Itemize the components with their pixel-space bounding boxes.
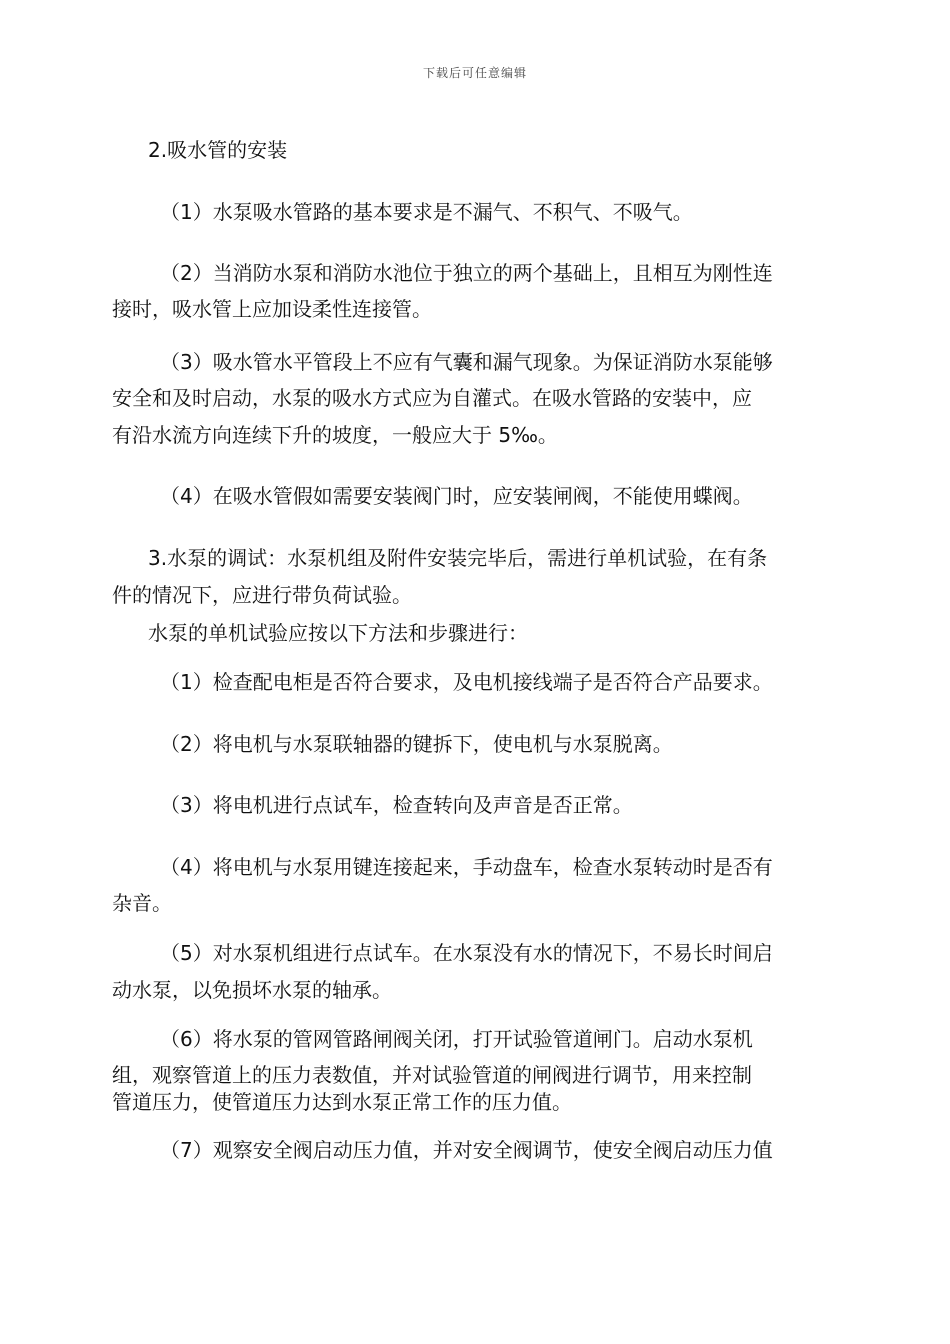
paragraph-line: （2）当消防水泵和消防水池位于独立的两个基础上，且相互为刚性连 bbox=[160, 261, 773, 285]
section-heading-pump-commissioning: 3.水泵的调试：水泵机组及附件安装完毕后，需进行单机试验，在有条 bbox=[148, 546, 768, 570]
paragraph-line: 安全和及时启动，水泵的吸水方式应为自灌式。在吸水管路的安装中，应 bbox=[112, 386, 752, 410]
paragraph-line: 水泵的单机试验应按以下方法和步骤进行： bbox=[148, 621, 528, 645]
paragraph-line: 有沿水流方向连续下升的坡度，一般应大于 5‰。 bbox=[112, 423, 558, 447]
section-heading-suction-pipe: 2.吸水管的安装 bbox=[148, 138, 288, 162]
paragraph-line: 动水泵，以免损坏水泵的轴承。 bbox=[112, 978, 392, 1002]
page-header: 下载后可任意编辑 bbox=[422, 66, 527, 80]
paragraph-line: （4）将电机与水泵用键连接起来，手动盘车，检查水泵转动时是否有 bbox=[160, 855, 773, 879]
paragraph-line: （2）将电机与水泵联轴器的键拆下，使电机与水泵脱离。 bbox=[160, 732, 673, 756]
paragraph-line: 管道压力，使管道压力达到水泵正常工作的压力值。 bbox=[112, 1090, 572, 1114]
paragraph-line: （3）吸水管水平管段上不应有气囊和漏气现象。为保证消防水泵能够 bbox=[160, 350, 773, 374]
paragraph-line: （3）将电机进行点试车，检查转向及声音是否正常。 bbox=[160, 793, 633, 817]
paragraph-line: （4）在吸水管假如需要安装阀门时，应安装闸阀，不能使用蝶阀。 bbox=[160, 484, 753, 508]
paragraph-line: 接时，吸水管上应加设柔性连接管。 bbox=[112, 297, 432, 321]
paragraph-line: （5）对水泵机组进行点试车。在水泵没有水的情况下，不易长时间启 bbox=[160, 941, 773, 965]
paragraph-line: （7）观察安全阀启动压力值，并对安全阀调节，使安全阀启动压力值 bbox=[160, 1138, 773, 1162]
paragraph-line: 件的情况下，应进行带负荷试验。 bbox=[112, 583, 412, 607]
paragraph-line: （1）水泵吸水管路的基本要求是不漏气、不积气、不吸气。 bbox=[160, 200, 693, 224]
paragraph-line: 杂音。 bbox=[112, 891, 172, 915]
paragraph-line: （1）检查配电柜是否符合要求，及电机接线端子是否符合产品要求。 bbox=[160, 670, 773, 694]
paragraph-line: 组，观察管道上的压力表数值，并对试验管道的闸阀进行调节，用来控制 bbox=[112, 1063, 752, 1087]
paragraph-line: （6）将水泵的管网管路闸阀关闭，打开试验管道闸门。启动水泵机 bbox=[160, 1027, 753, 1051]
